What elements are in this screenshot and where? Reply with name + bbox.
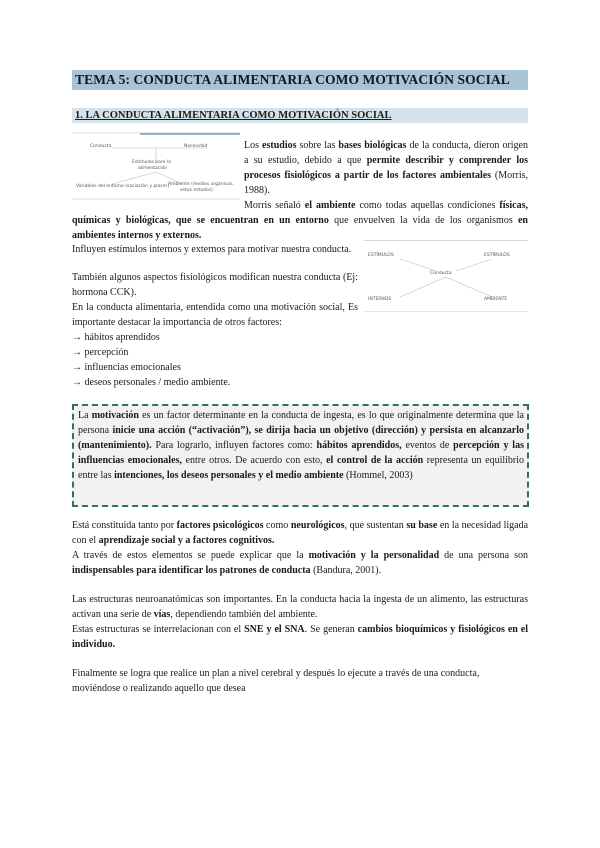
diagram1-bottom-right-1: Ambiente (medios orgánicos, [168,182,234,187]
paragraph-7: A través de estos elementos se puede explicar que la motivación y la personalidad de una persona son indispensables para identificar los patrones de conducta (Bandura, 2001). [72,550,528,576]
diagram1-top-right: Necesidad [184,144,208,149]
section-heading [72,108,528,123]
paragraph-9: Estas estructuras se interrelacionan con el SNE y el SNA. Se generan cambios bioquímicos y fisiológicos en el individuo. [72,624,529,650]
diagram2-bottom-right: AMBIENTE [484,297,508,302]
paragraph-3: Influyen estímulos internos y externos para motivar nuestra conducta. [72,244,352,255]
list-item: → influencias emocionales [72,362,181,373]
stimuli-diagram [364,240,528,312]
diagram1-middle-2: alimentación [138,166,168,171]
diagram1-bottom-right-2: estos estados) [180,188,213,193]
paragraph-1: Los estudios sobre las bases biológicas de la conducta, dieron origen a su estudio, debido a que permite describir y comprender los procesos fisiológicos a partir de los factores ambientales (Morris, 1988). [244,140,528,196]
paragraph-4: También algunos aspectos fisiológicos modifican nuestra conducta (Ej: hormona CCK). [72,272,358,298]
list-item: → deseos personales / medio ambiente. [72,377,231,388]
paragraph-10: Finalmente se logra que realice un plan a nivel cerebral y después lo ejecute a través de una conducta, moviéndose o realizando aquello que desea [72,668,480,694]
factor-list [72,330,358,390]
diagram2-bottom-left: INTERNOS [368,297,392,302]
document-title: TEMA 5: CONDUCTA ALIMENTARIA COMO MOTIVACIÓN SOCIAL [72,70,528,90]
paragraph-6: Está constituida tanto por factores psicológicos como neurológicos, que sustentan su base en la necesidad ligada con el aprendizaje social y a factores cognitivos. [72,520,529,546]
paragraph-5: En la conducta alimentaria, entendida como una motivación social, Es importante destacar la importancia de otros factores: [72,302,358,328]
diagram1-middle-1: Estímulos para la [132,160,171,165]
paragraph-8: Las estructuras neuroanatómicas son importantes. En la conducta hacia la ingesta de un alimento, las estructuras activan una serie de vías, dependiendo también del ambiente. [72,594,528,620]
list-item: → percepción [72,347,129,358]
paragraph-2: Morris señaló el ambiente como todas aquellas condiciones físicas, químicas y biológicas, que se encuentran en un entorno que envuelven la vida de los organismos en ambientes internos y externos. [72,200,528,241]
motivation-diagram [72,132,240,200]
highlight-text: La motivación es un factor determinante en la conducta de ingesta, es lo que originalmente determina que la persona inicie una acción (“activación”), se dirija hacia un objetivo (dirección) y persista en alcanzarlo (mantenimiento). Para lograrlo, influyen factores como: hábitos aprendidos, eventos de percepción y las influencias emocionales, entre otros. De acuerdo con esto, el control de la acción representa un equilibrio entre las intenciones, los deseos personales y el medio ambiente (Hommel, 2003) [78,410,525,481]
section-heading-text: 1. LA CONDUCTA ALIMENTARIA COMO MOTIVACIÓN SOCIAL [75,110,392,121]
diagram1-bottom-left: Variables del entorno (saciación y placer) [76,184,170,189]
diagram1-top-left: Conducta [90,144,112,149]
list-item: → hábitos aprendidos [72,332,160,343]
diagram2-top-right: ESTÍMULOS [484,253,510,258]
diagram2-top-left: ESTÍMULOS [368,253,394,258]
diagram2-middle: Conducta [430,271,452,276]
